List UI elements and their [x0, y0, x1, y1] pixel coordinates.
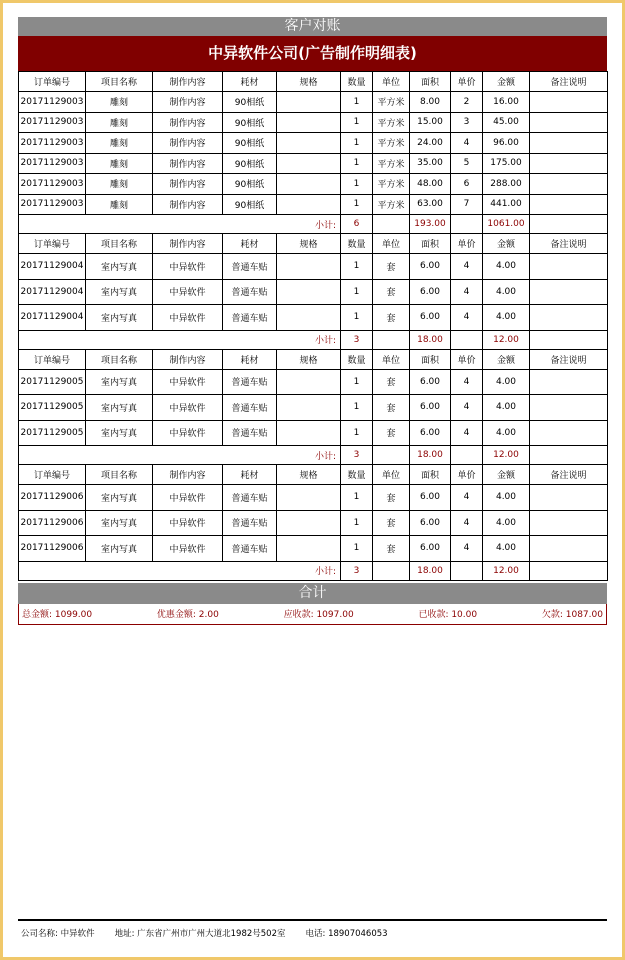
table-cell: 1	[341, 133, 373, 154]
table-cell: 20171129003	[19, 133, 86, 154]
table-cell: 3	[451, 112, 483, 133]
column-header: 制作内容	[153, 234, 223, 254]
table-row	[19, 112, 608, 133]
table-row	[19, 485, 608, 511]
subtotal-area: 18.00	[410, 561, 451, 580]
column-header: 制作内容	[153, 349, 223, 369]
table-row	[19, 369, 608, 395]
column-header: 单价	[451, 72, 483, 92]
table-cell	[277, 485, 341, 511]
column-header: 面积	[410, 72, 451, 92]
table-cell: 5	[451, 153, 483, 174]
subtotal-area: 193.00	[410, 215, 451, 234]
table-cell: 6.00	[410, 420, 451, 446]
table-cell: 雕刻	[86, 92, 153, 113]
table-cell: 4	[451, 305, 483, 331]
table-row	[19, 420, 608, 446]
column-header: 订单编号	[19, 465, 86, 485]
receivable-amount: 应收款: 1097.00	[283, 610, 354, 620]
table-cell: 20171129005	[19, 395, 86, 421]
subtotal-qty: 3	[341, 561, 373, 580]
table-row	[19, 510, 608, 536]
subtotal-area: 18.00	[410, 446, 451, 465]
table-cell: 室内写真	[86, 369, 153, 395]
column-header: 面积	[410, 234, 451, 254]
table-cell: 6.00	[410, 536, 451, 562]
table-cell	[530, 305, 608, 331]
table-cell: 1	[341, 485, 373, 511]
table-cell: 套	[373, 254, 410, 280]
subtotal-blank	[373, 330, 410, 349]
column-header: 单位	[373, 465, 410, 485]
column-header: 耗材	[223, 465, 277, 485]
table-cell: 4	[451, 510, 483, 536]
table-cell: 1	[341, 420, 373, 446]
table-cell: 室内写真	[86, 395, 153, 421]
table-cell	[277, 369, 341, 395]
subtotal-blank	[530, 215, 608, 234]
column-header: 数量	[341, 72, 373, 92]
table-cell: 中异软件	[153, 536, 223, 562]
table-cell: 4	[451, 485, 483, 511]
table-cell: 普通车贴	[223, 369, 277, 395]
table-cell: 1	[341, 92, 373, 113]
table-cell: 4.00	[483, 369, 530, 395]
subtotal-amount: 12.00	[483, 561, 530, 580]
column-header: 面积	[410, 465, 451, 485]
column-header: 规格	[277, 465, 341, 485]
table-cell	[530, 395, 608, 421]
detail-table	[18, 71, 608, 581]
table-cell: 96.00	[483, 133, 530, 154]
table-header-row	[19, 465, 608, 485]
subtotal-blank	[373, 561, 410, 580]
table-cell: 1	[341, 254, 373, 280]
summary-title: 合计	[18, 583, 607, 604]
table-cell: 4.00	[483, 395, 530, 421]
table-cell: 普通车贴	[223, 510, 277, 536]
table-cell: 4	[451, 420, 483, 446]
subtotal-row	[19, 215, 608, 234]
table-cell: 套	[373, 536, 410, 562]
table-cell: 平方米	[373, 133, 410, 154]
subtotal-blank	[451, 561, 483, 580]
footer-address: 地址: 广东省广州市广州大道北1982号502室	[114, 929, 286, 939]
table-cell: 套	[373, 369, 410, 395]
table-cell	[277, 536, 341, 562]
table-cell: 普通车贴	[223, 254, 277, 280]
column-header: 项目名称	[86, 349, 153, 369]
table-cell	[277, 153, 341, 174]
column-header: 订单编号	[19, 72, 86, 92]
column-header: 耗材	[223, 349, 277, 369]
table-cell: 普通车贴	[223, 305, 277, 331]
table-cell: 套	[373, 279, 410, 305]
column-header: 耗材	[223, 234, 277, 254]
table-cell	[530, 153, 608, 174]
table-header-row	[19, 72, 608, 92]
subtotal-blank	[451, 446, 483, 465]
table-cell: 1	[341, 279, 373, 305]
table-cell	[530, 254, 608, 280]
table-cell: 20171129006	[19, 485, 86, 511]
table-cell: 63.00	[410, 194, 451, 215]
table-cell: 中异软件	[153, 395, 223, 421]
table-cell: 室内写真	[86, 536, 153, 562]
table-cell: 4	[451, 279, 483, 305]
column-header: 金额	[483, 465, 530, 485]
column-header: 项目名称	[86, 234, 153, 254]
table-cell: 室内写真	[86, 305, 153, 331]
table-cell: 4.00	[483, 536, 530, 562]
table-cell: 4	[451, 254, 483, 280]
table-cell: 1	[341, 536, 373, 562]
company-title: 中异软件公司(广告制作明细表)	[18, 36, 607, 71]
table-cell: 1	[341, 174, 373, 195]
column-header: 金额	[483, 349, 530, 369]
table-cell: 6.00	[410, 305, 451, 331]
table-cell: 中异软件	[153, 485, 223, 511]
table-cell: 制作内容	[153, 112, 223, 133]
total-amount: 总金额: 1099.00	[22, 610, 93, 620]
table-cell: 90相纸	[223, 92, 277, 113]
table-cell: 室内写真	[86, 279, 153, 305]
table-cell	[530, 174, 608, 195]
table-cell	[530, 420, 608, 446]
table-cell	[530, 536, 608, 562]
table-cell: 雕刻	[86, 112, 153, 133]
footer-divider	[18, 919, 607, 921]
table-cell: 1	[341, 510, 373, 536]
table-row	[19, 279, 608, 305]
table-cell: 4	[451, 395, 483, 421]
subtotal-blank	[373, 446, 410, 465]
table-cell: 20171129003	[19, 92, 86, 113]
table-cell: 6.00	[410, 279, 451, 305]
table-header-row	[19, 349, 608, 369]
table-cell	[277, 112, 341, 133]
table-cell: 制作内容	[153, 194, 223, 215]
table-cell: 套	[373, 395, 410, 421]
table-cell	[530, 133, 608, 154]
table-cell: 普通车贴	[223, 395, 277, 421]
subtotal-amount: 12.00	[483, 330, 530, 349]
subtotal-blank	[530, 446, 608, 465]
table-cell: 雕刻	[86, 174, 153, 195]
table-cell: 288.00	[483, 174, 530, 195]
table-cell	[530, 279, 608, 305]
table-row	[19, 133, 608, 154]
table-row	[19, 92, 608, 113]
summary-line	[18, 604, 607, 625]
column-header: 金额	[483, 72, 530, 92]
table-cell	[277, 420, 341, 446]
table-cell	[277, 254, 341, 280]
table-cell: 平方米	[373, 194, 410, 215]
table-cell: 90相纸	[223, 112, 277, 133]
table-cell: 4.00	[483, 420, 530, 446]
column-header: 单价	[451, 349, 483, 369]
table-cell: 套	[373, 420, 410, 446]
table-cell: 4.00	[483, 279, 530, 305]
column-header: 订单编号	[19, 349, 86, 369]
subtotal-label: 小计:	[19, 446, 341, 465]
table-cell	[530, 92, 608, 113]
table-row	[19, 174, 608, 195]
table-cell: 普通车贴	[223, 485, 277, 511]
table-cell: 90相纸	[223, 153, 277, 174]
table-cell: 套	[373, 305, 410, 331]
table-cell: 2	[451, 92, 483, 113]
table-cell: 1	[341, 369, 373, 395]
table-cell: 6.00	[410, 369, 451, 395]
table-cell: 套	[373, 485, 410, 511]
table-cell: 4.00	[483, 254, 530, 280]
table-cell: 室内写真	[86, 420, 153, 446]
table-cell: 1	[341, 395, 373, 421]
table-cell: 6.00	[410, 395, 451, 421]
column-header: 备注说明	[530, 349, 608, 369]
table-cell: 90相纸	[223, 194, 277, 215]
subtotal-row	[19, 561, 608, 580]
table-cell: 20171129003	[19, 174, 86, 195]
table-cell: 中异软件	[153, 254, 223, 280]
table-cell: 制作内容	[153, 92, 223, 113]
table-cell: 普通车贴	[223, 536, 277, 562]
column-header: 项目名称	[86, 72, 153, 92]
subtotal-row	[19, 446, 608, 465]
table-cell: 室内写真	[86, 510, 153, 536]
table-cell: 平方米	[373, 153, 410, 174]
subtotal-label: 小计:	[19, 215, 341, 234]
table-cell: 20171129005	[19, 369, 86, 395]
table-cell: 普通车贴	[223, 279, 277, 305]
table-cell: 室内写真	[86, 254, 153, 280]
table-cell	[530, 194, 608, 215]
table-cell	[530, 510, 608, 536]
table-row	[19, 536, 608, 562]
subtotal-row	[19, 330, 608, 349]
column-header: 数量	[341, 234, 373, 254]
table-cell	[277, 174, 341, 195]
table-cell: 20171129005	[19, 420, 86, 446]
table-cell: 4.00	[483, 485, 530, 511]
table-cell: 6.00	[410, 485, 451, 511]
top-title: 客户对账	[18, 17, 607, 36]
table-cell: 90相纸	[223, 133, 277, 154]
table-cell: 中异软件	[153, 305, 223, 331]
table-cell	[277, 305, 341, 331]
table-cell: 平方米	[373, 92, 410, 113]
subtotal-blank	[451, 215, 483, 234]
column-header: 规格	[277, 72, 341, 92]
table-cell: 中异软件	[153, 510, 223, 536]
column-header: 单位	[373, 72, 410, 92]
table-cell: 8.00	[410, 92, 451, 113]
table-cell: 20171129003	[19, 153, 86, 174]
received-amount: 已收款: 10.00	[418, 610, 478, 620]
table-cell: 35.00	[410, 153, 451, 174]
table-cell: 1	[341, 194, 373, 215]
subtotal-blank	[451, 330, 483, 349]
footer-phone: 电话: 18907046053	[305, 929, 388, 939]
table-cell: 制作内容	[153, 153, 223, 174]
column-header: 规格	[277, 234, 341, 254]
table-cell: 雕刻	[86, 153, 153, 174]
column-header: 单价	[451, 465, 483, 485]
table-row	[19, 395, 608, 421]
table-cell: 普通车贴	[223, 420, 277, 446]
footer-company: 公司名称: 中异软件	[21, 929, 95, 939]
subtotal-label: 小计:	[19, 330, 341, 349]
table-cell: 20171129004	[19, 254, 86, 280]
footer	[21, 927, 606, 939]
subtotal-qty: 6	[341, 215, 373, 234]
table-row	[19, 153, 608, 174]
table-cell	[530, 112, 608, 133]
table-cell: 4.00	[483, 510, 530, 536]
table-cell: 套	[373, 510, 410, 536]
table-cell: 20171129003	[19, 194, 86, 215]
table-cell: 1	[341, 305, 373, 331]
statement-body	[18, 17, 607, 625]
table-cell: 45.00	[483, 112, 530, 133]
column-header: 数量	[341, 465, 373, 485]
table-cell: 20171129006	[19, 536, 86, 562]
table-cell: 20171129006	[19, 510, 86, 536]
table-cell: 雕刻	[86, 133, 153, 154]
table-cell: 6.00	[410, 510, 451, 536]
table-cell: 90相纸	[223, 174, 277, 195]
subtotal-area: 18.00	[410, 330, 451, 349]
table-cell: 平方米	[373, 174, 410, 195]
owed-amount: 欠款: 1087.00	[541, 610, 603, 620]
table-cell: 6.00	[410, 254, 451, 280]
column-header: 备注说明	[530, 234, 608, 254]
column-header: 耗材	[223, 72, 277, 92]
column-header: 制作内容	[153, 465, 223, 485]
column-header: 面积	[410, 349, 451, 369]
column-header: 备注说明	[530, 465, 608, 485]
table-cell: 4.00	[483, 305, 530, 331]
table-cell	[277, 510, 341, 536]
table-cell	[277, 279, 341, 305]
table-cell: 4	[451, 536, 483, 562]
subtotal-qty: 3	[341, 330, 373, 349]
table-cell	[530, 485, 608, 511]
subtotal-qty: 3	[341, 446, 373, 465]
table-cell: 1	[341, 153, 373, 174]
discount-amount: 优惠金额: 2.00	[156, 610, 219, 620]
table-row	[19, 305, 608, 331]
table-cell: 6	[451, 174, 483, 195]
table-cell: 4	[451, 369, 483, 395]
column-header: 单价	[451, 234, 483, 254]
column-header: 项目名称	[86, 465, 153, 485]
subtotal-label: 小计:	[19, 561, 341, 580]
table-cell	[277, 92, 341, 113]
table-cell	[277, 133, 341, 154]
table-cell	[277, 194, 341, 215]
table-cell: 制作内容	[153, 133, 223, 154]
table-row	[19, 254, 608, 280]
subtotal-blank	[530, 561, 608, 580]
table-cell: 4	[451, 133, 483, 154]
table-cell: 中异软件	[153, 369, 223, 395]
table-cell: 1	[341, 112, 373, 133]
table-cell: 16.00	[483, 92, 530, 113]
table-cell: 175.00	[483, 153, 530, 174]
table-cell: 441.00	[483, 194, 530, 215]
subtotal-amount: 12.00	[483, 446, 530, 465]
table-cell: 7	[451, 194, 483, 215]
subtotal-blank	[530, 330, 608, 349]
table-cell	[530, 369, 608, 395]
table-cell: 20171129004	[19, 279, 86, 305]
table-cell: 雕刻	[86, 194, 153, 215]
table-cell: 室内写真	[86, 485, 153, 511]
table-cell: 15.00	[410, 112, 451, 133]
table-cell: 制作内容	[153, 174, 223, 195]
table-row	[19, 194, 608, 215]
subtotal-amount: 1061.00	[483, 215, 530, 234]
table-cell: 中异软件	[153, 279, 223, 305]
column-header: 订单编号	[19, 234, 86, 254]
column-header: 规格	[277, 349, 341, 369]
column-header: 单位	[373, 234, 410, 254]
column-header: 金额	[483, 234, 530, 254]
table-cell: 20171129003	[19, 112, 86, 133]
table-cell: 24.00	[410, 133, 451, 154]
column-header: 备注说明	[530, 72, 608, 92]
table-cell: 平方米	[373, 112, 410, 133]
subtotal-blank	[373, 215, 410, 234]
table-header-row	[19, 234, 608, 254]
table-cell	[277, 395, 341, 421]
table-cell: 48.00	[410, 174, 451, 195]
table-cell: 中异软件	[153, 420, 223, 446]
column-header: 数量	[341, 349, 373, 369]
column-header: 单位	[373, 349, 410, 369]
column-header: 制作内容	[153, 72, 223, 92]
table-cell: 20171129004	[19, 305, 86, 331]
